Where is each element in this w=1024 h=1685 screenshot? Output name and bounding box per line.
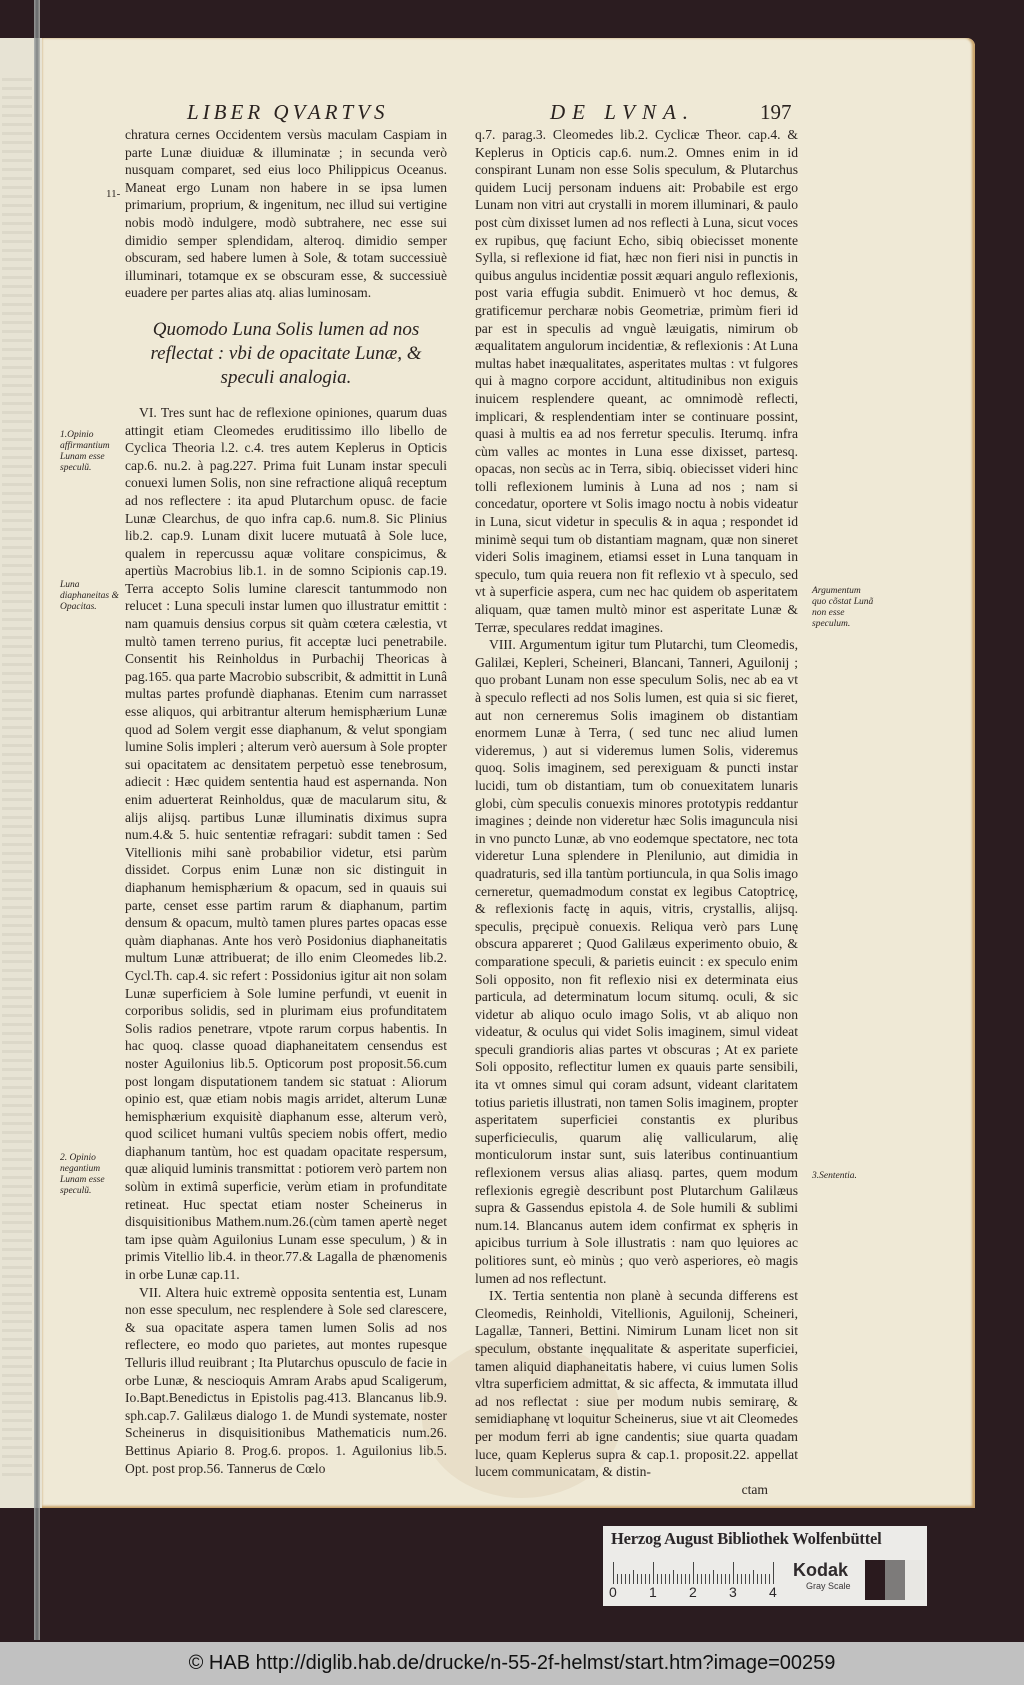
color-calibration-card — [603, 1526, 927, 1606]
running-head-right: DE LVNA. — [550, 100, 696, 124]
gray-swatch-dark — [865, 1560, 885, 1600]
margin-note-opinio-2: 2. Opinio negantium Lunam esse speculũ. — [60, 1153, 105, 1196]
paragraph-viii: VIII. Argumentum igitur tum Plutarchi, tum Cleomedis, Galilæi, Kepleri, Scheineri, Blancani, Tanneri, Aguilonij ; quo probant Lunam non esse speculum Solis, nec ab ea vt à speculo reflecti ad nos Solis lumen, est quia si sic fieret, aut non cerneremus Solis imaginem ob distantiam enormem Lunæ à Terra, ( sed tunc nec aliud lumen videremus, ) aut si videremus lumen Solis, videremus quoq. Solis imaginem, sed perexiguam & puncti instar lucidi, tum ob distantiam, tum ob conuexitatem lunaris globi, cùm speculis conuexis minores prototypis reddantur imagines ; deinde non videretur hæc Solis imaguncula nisi in vno puncto Lunæ, ab vno eodemque spectatore, nec tota videretur Luna splendere in Plenilunio, aut dimidia in quadraturis, sed illa tantùm portiuncula, in qua Solis imago cerneretur, quemadmodum constat ex legibus Catoptricę, & reflexionis factę in aquis, vitris, crystallis, alijsq. speculis, pręcipuè conuexis. Reliqua verò pars Lunę obscura appareret ; Quod Galilæus experimento obuio, & comparatione speculi, & parietis euincit : ex speculo enim Soli opposito, non fit reflexio nisi ex determinata eius particula, ad determinatum locum situmq. oculi, & sic videtur ab aliquo oculo imago Solis, vt ab aliquo non videatur, & oculus qui videt Solis imaginem, simul videat speculi grandioris alias partes vt obscuras ; At ex pariete Soli opposito, reflectitur lumen ex quauis parte sensibili, ita vt omnes simul qui coram adsunt, videant claritatem totius parietis illustrati, non tamen Solis imaginem, propter asperitatem superficiei constantis ex pluribus superficieculis, quarum alię vallicularum, alię monticulorum instar sunt, suis lateribus continuantium reflexionem versus alias aliasq. partes, quem modum reflexionis egregiè describunt post Plutarchum Galilæus supra & Gassendus epistola 4. de Sole humili & sublimi num.14. Blancanus autem idem confirmat ex sphęris in apicibus turrium à Sole illustratis : nam quo lęuiores ac politiores sunt, eò minùs ; quo verò asperiores, eò magis lumen ad nos reflectunt. — [475, 637, 798, 1286]
margin-note-sententia-3: 3.Sententia. — [812, 1171, 857, 1181]
margin-note-opinio-1: 1.Opinio affirmantium Lunam esse speculũ. — [60, 430, 110, 473]
gray-swatch-light — [905, 1560, 925, 1600]
paragraph-continued: q.7. parag.3. Cleomedes lib.2. Cyclicæ Theor. cap.4. & Keplerus in Opticis cap.6. num.2. Omnes enim in id conspirant Lunam non esse Solis speculum, & Plutarchus quidem Lucij personam induens ait: Probabile est ergo Lunam non vitri aut crystalli in morem illuminari, & paulo post cùm dixisset lumen ad nos reflecti à Luna, sicut voces ex rupibus, quę faciunt Echo, sibiq obiecisset monente Sylla, si reflexione id fiat, hæc non fieri nisi in punctis in quibus angulus incidentiæ possit æquari angulo reflexionis, post varia effugia subdit. Enimuerò vt hoc demus, & gratificemur percharæ nobis Geometriæ, primùm fieri id par est in speculis ad vnguè læuigatis, nimirum ob æqualitatem angulorum incidentiæ, & reflexionis : At Luna multas habet inæqualitates, asperitates multas : vt fulgores qui à magno corpore accidunt, altitudinibus non exiguis inuicem resplendere queant, ac omnimodè reflecti, implicari, & resplendentiam inter se continuare possint, quasi à multis ea ad nos ferretur speculis. Iterumq. infra cùm valles ac montes in Luna esse dixisset, partesq. opacas, non secùs ac in Terra, sibiq. obiecisset videri hinc tolli reflexionem luminis à Luna ad nos ; nam si concedatur, oportere vt Solis imago noctu à nobis videatur in Luna, sicut videtur in speculis & in aqua ; respondet id minimè sequi tum ob distantiam magnam, quæ non sineret videri Solis imaginem, etiamsi esset in Luna tanquam in speculo, tum quia reuera non fit reflexio vt à speculo, sed vt à superficie aspera, cum nec hac quidem ob asperitatem aliquam, quæ tamen multò minor est asperitate Lunæ & Terræ, speculares reddat imagines. — [475, 127, 798, 635]
ruler-number: 3 — [729, 1584, 737, 1600]
paragraph-vii: VII. Altera huic extremè opposita sententia est, Lunam non esse speculum, nec resplendere à Sole sed clarescere, & sua opacitate aspera tamen lumen Solis ad nos reflectere, eo modo quo parietes, aut montes rupesque Telluris illud reuibrant ; Ita Plutarchus opusculo de facie in orbe Lunæ, & nescioquis Amram Arabs apud Scaligerum, Io.Bapt.Benedictus in Epistolis pag.413. Blancanus lib.9. sph.cap.7. Galilæus dialogo 1. de Mundi systemate, noster Scheinerus in disquisitionibus Mathematicis num.26. Bettinus Apiario 8. Prog.6. propos. 1. Aguilonius lib.5. Opt. post prop.56. Tannerus de Cœlo — [125, 1284, 447, 1476]
book-page — [42, 38, 975, 1508]
paragraph-ix: IX. Tertia sententia non planè à secunda differens est Cleomedis, Reinholdi, Vitellionis, Aguilonij, Scheineri, Lagallæ, Tanneri, Bettini. Nimirum Lunam licet non sit speculum, obstante inęqualitate & asperitate superficiei, tamen aliquid diaphaneitatis habere, vi cuius lumen Solis vltra superficiem admittat, & sic affecta, & immutata illud ad nos reflectat : siue per modum nubis semirarę, & semidiaphanę vt loquitur Scheinerus, siue vt ait Cleomedes per modum ferri ab igne candentis; siue quarta quadam luce, quam Keplerus supra & cap.1. proposit.22. appellat lucem communicatam, & distin- — [475, 1288, 798, 1480]
copyright-footer — [0, 1642, 1024, 1685]
ruler-number: 4 — [769, 1584, 777, 1600]
margin-note-argumentum: Argumentum quo cõstat Lunã non esse speculum. — [812, 586, 874, 629]
page-number: 197 — [760, 100, 792, 124]
line-marker: 11- — [106, 188, 121, 200]
intro-paragraph: chratura cernes Occidentem versùs maculam Caspiam in parte Lunæ diuiduæ & illuminatæ ; in secunda verò nusquam comparet, sed eius loco Philippicus Oceanus. Maneat ergo Lunam non habere in se ipsa lumen primarium, proprium, & ingenitum, nec illud sui vertigine nobis modò indulgere, modò subtrahere, nec esse sui dimidio semper splendidam, alteroq. dimidio semper obscuram, sed habere lumen à Sole, & totam successiuè illuminari, totamque ex se obscuram esse, & successiuè euadere per partes alias atq. alias luminosam. — [125, 127, 447, 301]
ruler-numbers — [609, 1584, 799, 1602]
right-column — [475, 126, 798, 1498]
kodak-subtitle: Gray Scale — [806, 1581, 851, 1591]
bleed-through-text — [2, 78, 32, 1478]
book-gutter — [34, 0, 40, 1640]
kodak-logo: Kodak — [793, 1560, 849, 1580]
library-name: Herzog August Bibliothek Wolfenbüttel — [611, 1529, 882, 1548]
running-head-left: LIBER QVARTVS — [187, 100, 389, 124]
ruler-number: 1 — [649, 1584, 657, 1600]
paragraph-vi: VI. Tres sunt hac de reflexione opiniones, quarum duas attingit etiam Cleomedes eruditissimo illo libello de Cyclica Theoria l.2. c.4. tres autem Keplerus in Opticis cap.6. nu.2. à pag.227. Prima fuit Lunam instar speculi conuexi lumen Solis, non sine refractione aliquâ receptum ad nos reflectere : ita apud Plutarchum opusc. de facie Lunæ Clearchus, de quo infra cap.6. num.8. Sic Plinius lib.2. cap.9. Lunam dixit lucere mutuatâ à Sole luce, qualem in repercussu aquæ volitare conspicimus, & apertiùs Macrobius lib.1. in de somno Scipionis cap.19. Terra accepto Solis lumine clarescit tantummodo non relucet : Luna speculi instar lumen quo illustratur emittit : nam quamuis densius corpus sit quàm cœtera cælestia, vt multò tamen terreno purius, fit acceptæ luci penetrabile. Consentit his Reinholdus in Purbachij Theoricas à pag.165. qua parte Macrobio subscribit, & admittit in Lunâ multas partes profundè diaphanas. Etenim cum narrasset esse aliquos, qui arbitrantur alterum hemisphærium Lunæ quod ad Solem vergit esse diaphanum, & velut spongiam lumine Solis impleri ; alterum verò auersum à Sole propter sui opacitatem ac densitatem perpetuò esse tenebrosum, adiecit : Hæc quidem sententia haud est aspernanda. Non enim aduerterat Reinholdus, quæ de macularum situ, & alijs alijsq. partibus Lunæ illuminatis diximus supra num.4.& 5. huic sententiæ refragari: subdit tamen : Sed Vitellionis mihi sanè probabilior videtur, etsi parùm dissidet. Corpus enim Lunæ non sic distinguit in diaphanum hemisphærium & opacum, sed in quauis sui parte, censet esse partim rarum & diaphanum, partim densum & opacum, multò tamen plures partes opacas esse quàm diaphanas. Ante hos verò Posidonius diaphaneitatis multum Lunæ attribuerat; de illo enim Cleomedes lib.2. Cycl.Th. cap.4. sic refert : Possidonius igitur ait non solam Lunæ superficiem à Sole lumine perfundi, vt euenit in corporibus solidis, sed in plurimam eius profunditatem Solis radios penetrare, vtpote rarum corpus habentis. In hac quoq. classe quoad diaphaneitatem censendus est noster Aguilonius lib.5. Opticorum post proposit.56.cum post longam disputationem tandem sic statuat : Aliorum opinio est, quæ etiam nobis magis arridet, alterum Lunæ hemisphærium exquisitè diaphanum esse, alterum verò, quod scilicet humani vultûs speciem nobis offert, medio diaphanum tantùm, hoc est quadam opacitate respersum, quæ aliquid luminis transmittat : potiorem verò partem non solùm in extimâ superficie, verùm etiam in profunditate retineat. Huc spectat etiam noster Scheinerus in disquisitionibus Mathem.num.26.(cùm tamen apertè neget tam ipse quàm Aguilonius Lunam esse speculum, ) & in primis Vitellio lib.4. in theor.77.& Lagalla de phænomenis in orbe Lunæ cap.11. — [125, 404, 447, 1283]
section-heading: Quomodo Luna Solis lumen ad nos reflectat : vbi de opacitate Lunæ, & speculi analogia. — [150, 318, 422, 388]
ruler-number: 0 — [609, 1584, 617, 1600]
footer-credit-link[interactable]: © HAB http://diglib.hab.de/drucke/n-55-2f-helmst/start.htm?image=00259 — [188, 1652, 836, 1674]
ruler-scale — [613, 1556, 779, 1584]
margin-note-diaphaneitas: Luna diaphaneitas & Opacitas. — [60, 580, 119, 612]
ruler-number: 2 — [689, 1584, 697, 1600]
gray-swatch-mid — [885, 1560, 905, 1600]
catchword: ctam — [741, 1481, 768, 1497]
left-column — [125, 126, 447, 1477]
